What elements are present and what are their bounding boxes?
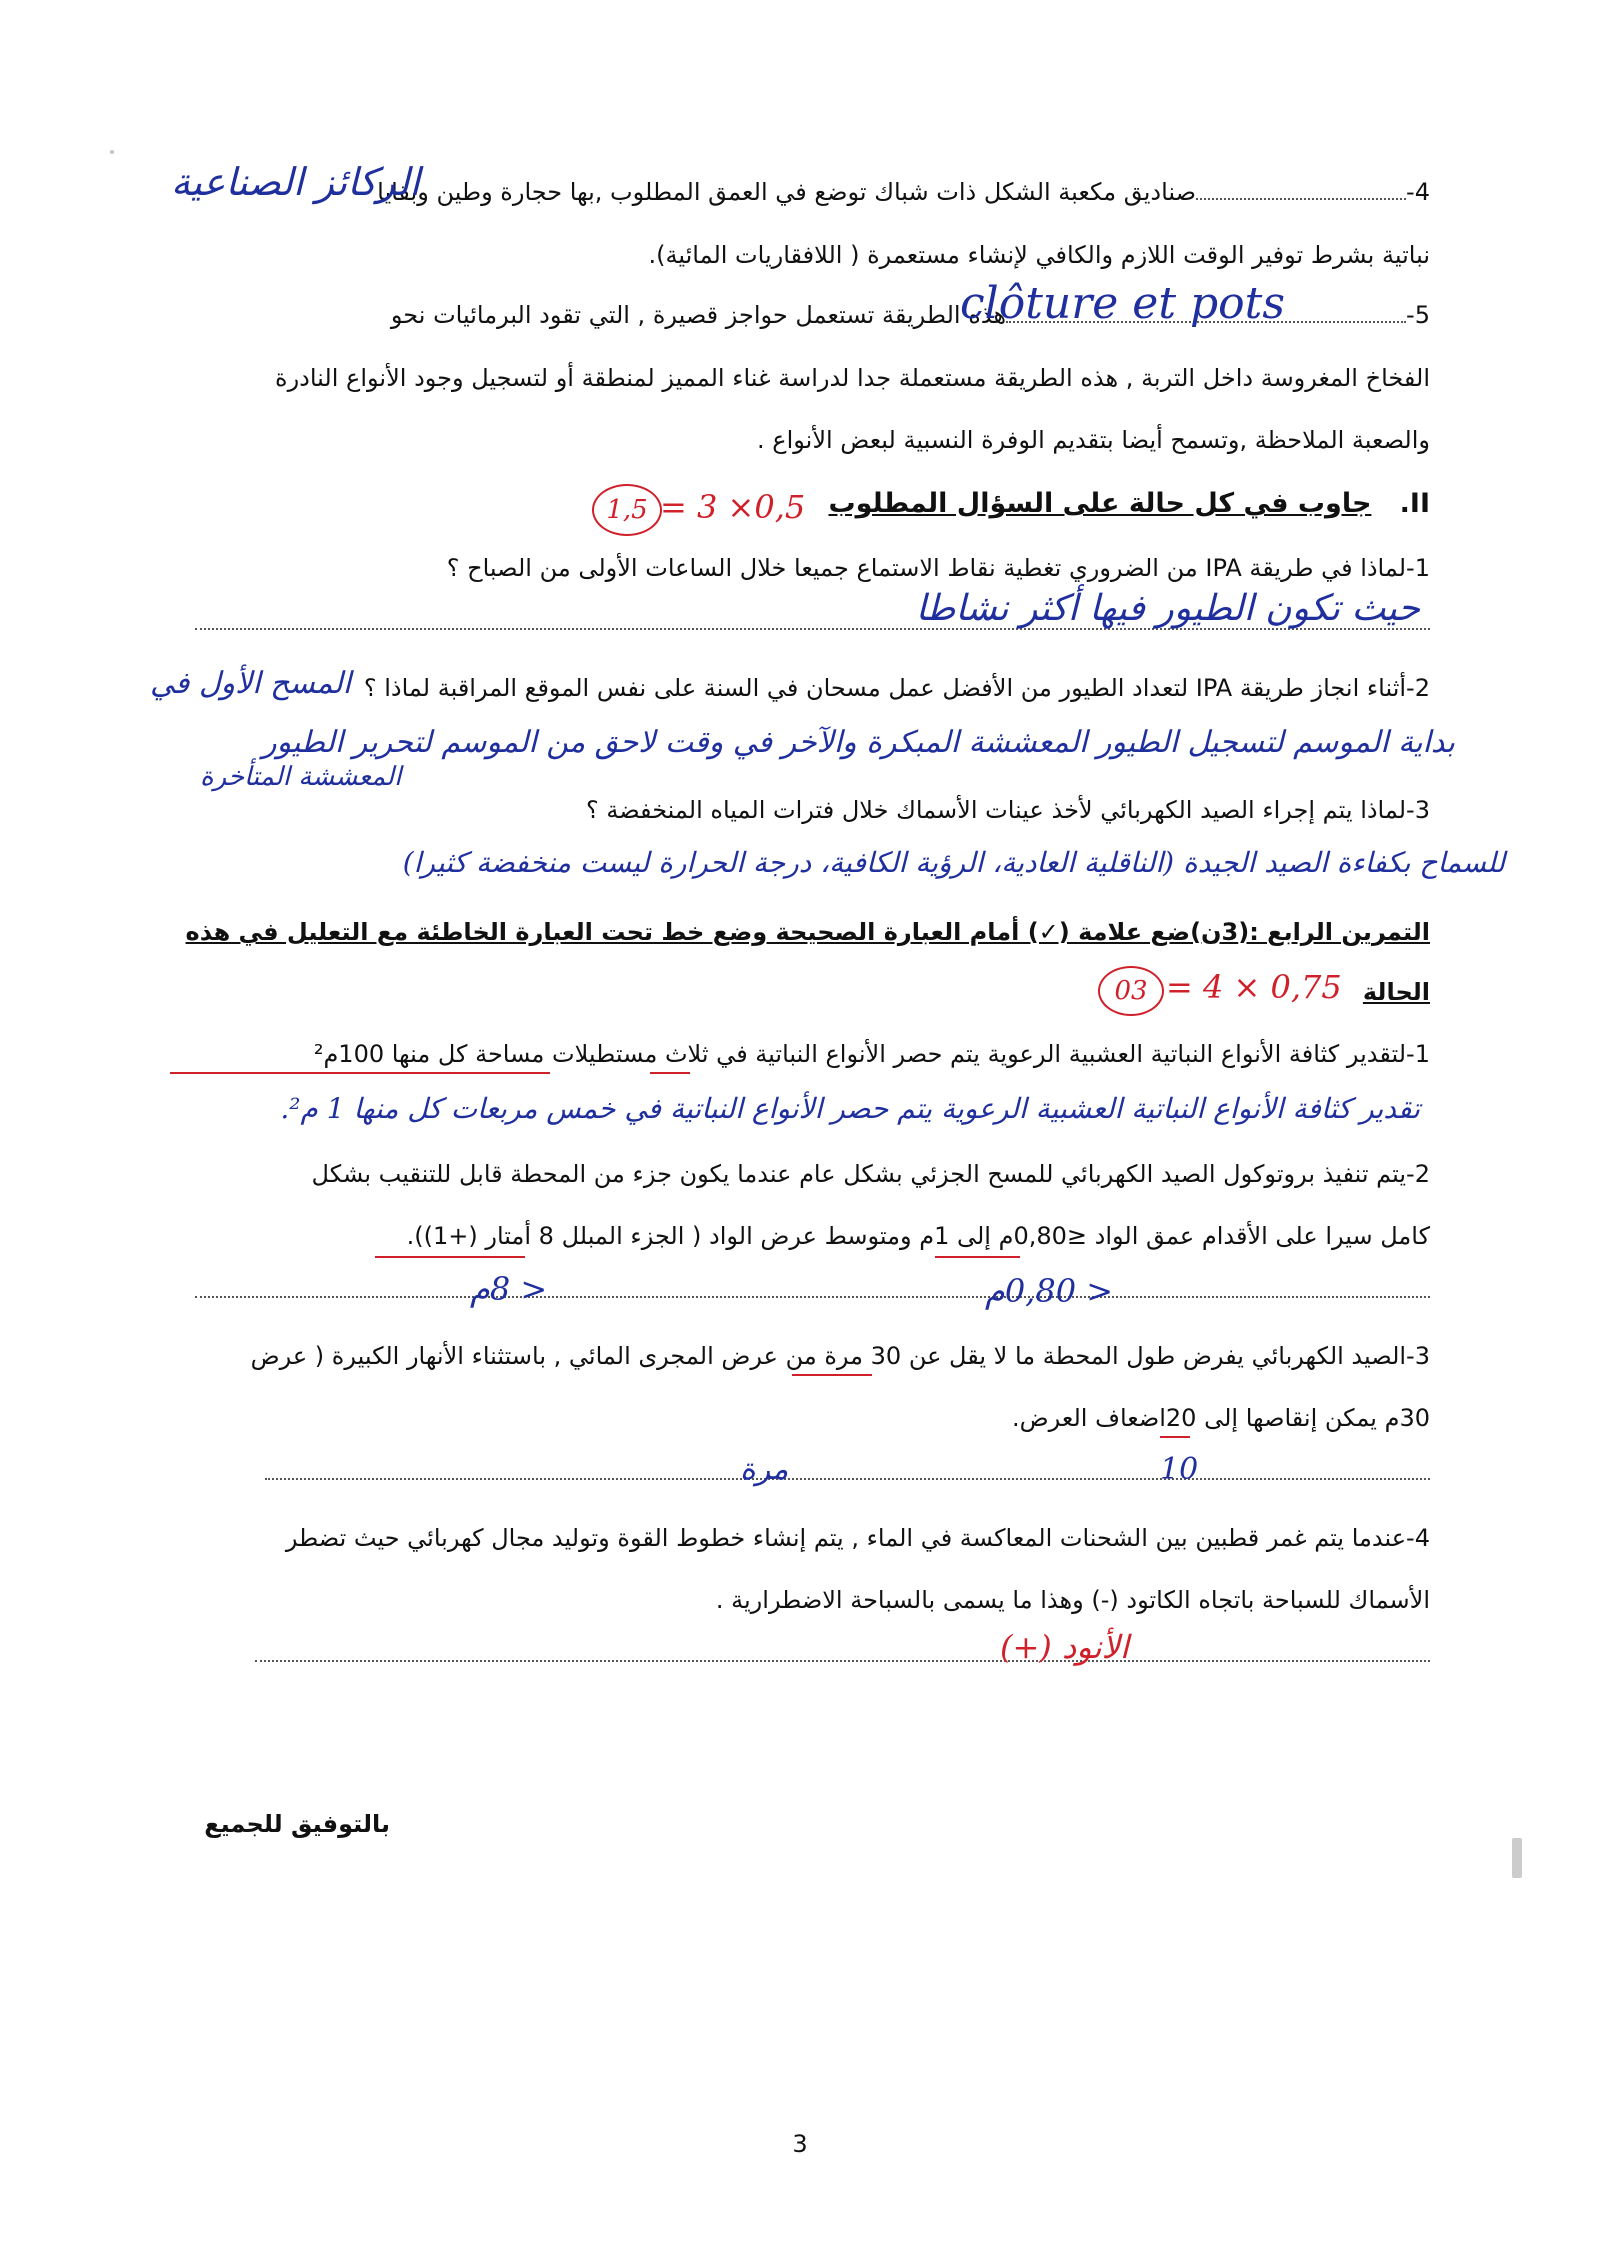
statement-3-line1: 3-الصيد الكهربائي يفرض طول المحطة ما لا يقل عن 30 مرة من عرض المجرى المائي , باستثناء الأنهار الكبيرة ( عرض — [250, 1342, 1430, 1370]
handwritten-answer-q2-part1: المسح الأول في — [150, 666, 352, 701]
part2-score-formula: = 3 ×0,5 — [660, 488, 806, 526]
item5-text: هذه الطريقة تستعمل حواجز قصيرة , التي تقود البرمائيات نحو — [390, 301, 1007, 329]
statement-2-line2: كامل سيرا على الأقدام عمق الواد ≤0,80م إلى 1م ومتوسط عرض الواد ( الجزء المبلل 8 أمتار (+1)). — [406, 1222, 1430, 1250]
statement-3-line2: 30م يمكن إنقاصها إلى 20اضعاف العرض. — [1012, 1404, 1430, 1432]
item5-line3: والصعبة الملاحظة ,وتسمح أيضا بتقديم الوفرة النسبية لبعض الأنواع . — [757, 426, 1430, 454]
item5-number: 5- — [1406, 301, 1430, 329]
item4-line2: نباتية بشرط توفير الوقت اللازم والكافي لإنشاء مستعمرة ( اللافقاريات المائية). — [648, 241, 1430, 269]
handwritten-correction-4: الأنود (+) — [1000, 1628, 1129, 1666]
scan-speck — [1512, 1838, 1522, 1878]
handwritten-correction-3a: مرة — [740, 1452, 789, 1487]
answer-line — [195, 1296, 1430, 1298]
exercise4-score-circle: 03 — [1098, 966, 1164, 1016]
item4-number: 4- — [1406, 178, 1430, 206]
handwritten-answer-q3: للسماح بكفاءة الصيد الجيدة (الناقلية العادية، الرؤية الكافية، درجة الحرارة ليست منخفضة كثيرا) — [402, 846, 1505, 879]
statement-4-line2: الأسماك للسباحة باتجاه الكاتود (-) وهذا ما يسمى بالسباحة الاضطرارية . — [715, 1586, 1430, 1614]
handwritten-answer-q2-line3: المعششة المتأخرة — [200, 762, 402, 792]
answer-blank — [1196, 197, 1406, 200]
handwritten-answer-q1: حيث تكون الطيور فيها أكثر نشاطا — [915, 588, 1420, 629]
underline-statement-3b — [1160, 1436, 1190, 1438]
part2-score-circle: 1,5 — [592, 484, 662, 536]
underline-statement-2a — [375, 1256, 525, 1258]
scan-speck — [110, 150, 114, 154]
exercise4-title-line1: التمرين الرابع :(3ن)ضع علامة (✓) أمام العبارة الصحيحة وضع خط تحت العبارة الخاطئة مع التعليل في هذه — [185, 918, 1430, 946]
exercise4-title-line2: الحالة — [1362, 978, 1430, 1006]
exercise4-score-formula: = 4 × 0,75 — [1166, 968, 1342, 1006]
underline-statement-3 — [792, 1374, 872, 1376]
part2-roman: II. — [1399, 488, 1430, 519]
handwritten-correction-2a: < 8م — [470, 1270, 548, 1308]
statement-2-line1: 2-يتم تنفيذ بروتوكول الصيد الكهربائي للمسح الجزئي بشكل عام عندما يكون جزء من المحطة قابل للتنقيب بشكل — [311, 1160, 1430, 1188]
part2-title: جاوب في كل حالة على السؤال المطلوب — [828, 488, 1372, 519]
handwritten-correction-2b: < 0,80م — [985, 1272, 1114, 1310]
underline-statement-2b — [935, 1256, 1020, 1258]
answer-line — [255, 1660, 1430, 1662]
handwritten-correction-1: تقدير كثافة الأنواع النباتية العشبية الرعوية يتم حصر الأنواع النباتية في خمس مربعات كل منها 1 م². — [280, 1092, 1420, 1125]
item4-text: صناديق مكعبة الشكل ذات شباك توضع في العمق المطلوب ,بها حجارة وطين وبقايا — [377, 178, 1197, 206]
underline-statement-1b — [650, 1072, 690, 1074]
handwritten-answer-item5: clôture et pots — [960, 278, 1285, 329]
statement-1: 1-لتقدير كثافة الأنواع النباتية العشبية الرعوية يتم حصر الأنواع النباتية في ثلاث مستطيلات مساحة كل منها 100م² — [313, 1040, 1430, 1068]
handwritten-answer-item4: الركائز الصناعية — [170, 160, 420, 204]
handwritten-correction-3b: 10 — [1160, 1452, 1199, 1487]
item5-line2: الفخاخ المغروسة داخل التربة , هذه الطريقة مستعملة جدا لدراسة غناء المميز لمنطقة أو لتسجيل وجود الأنواع النادرة — [275, 364, 1430, 392]
question-2: 2-أثناء انجاز طريقة IPA لتعداد الطيور من الأفضل عمل مسحان في السنة على نفس الموقع المراقبة لماذا ؟ — [363, 674, 1430, 702]
page-number: 3 — [792, 2130, 808, 2158]
question-3: 3-لماذا يتم إجراء الصيد الكهربائي لأخذ عينات الأسماك خلال فترات المياه المنخفضة ؟ — [586, 796, 1430, 824]
closing-wish: بالتوفيق للجميع — [204, 1810, 390, 1838]
answer-line — [265, 1478, 1430, 1480]
question-1: 1-لماذا في طريقة IPA من الضروري تغطية نقاط الاستماع جميعا خلال الساعات الأولى من الصباح ؟ — [446, 554, 1430, 582]
statement-4-line1: 4-عندما يتم غمر قطبين بين الشحنات المعاكسة في الماء , يتم إنشاء خطوط القوة وتوليد مجال كهربائي حيث تضطر — [285, 1524, 1430, 1552]
underline-statement-1 — [170, 1072, 550, 1074]
handwritten-answer-q2-line2: بداية الموسم لتسجيل الطيور المعششة المبكرة والآخر في وقت لاحق من الموسم لتحرير الطيور — [262, 725, 1455, 760]
